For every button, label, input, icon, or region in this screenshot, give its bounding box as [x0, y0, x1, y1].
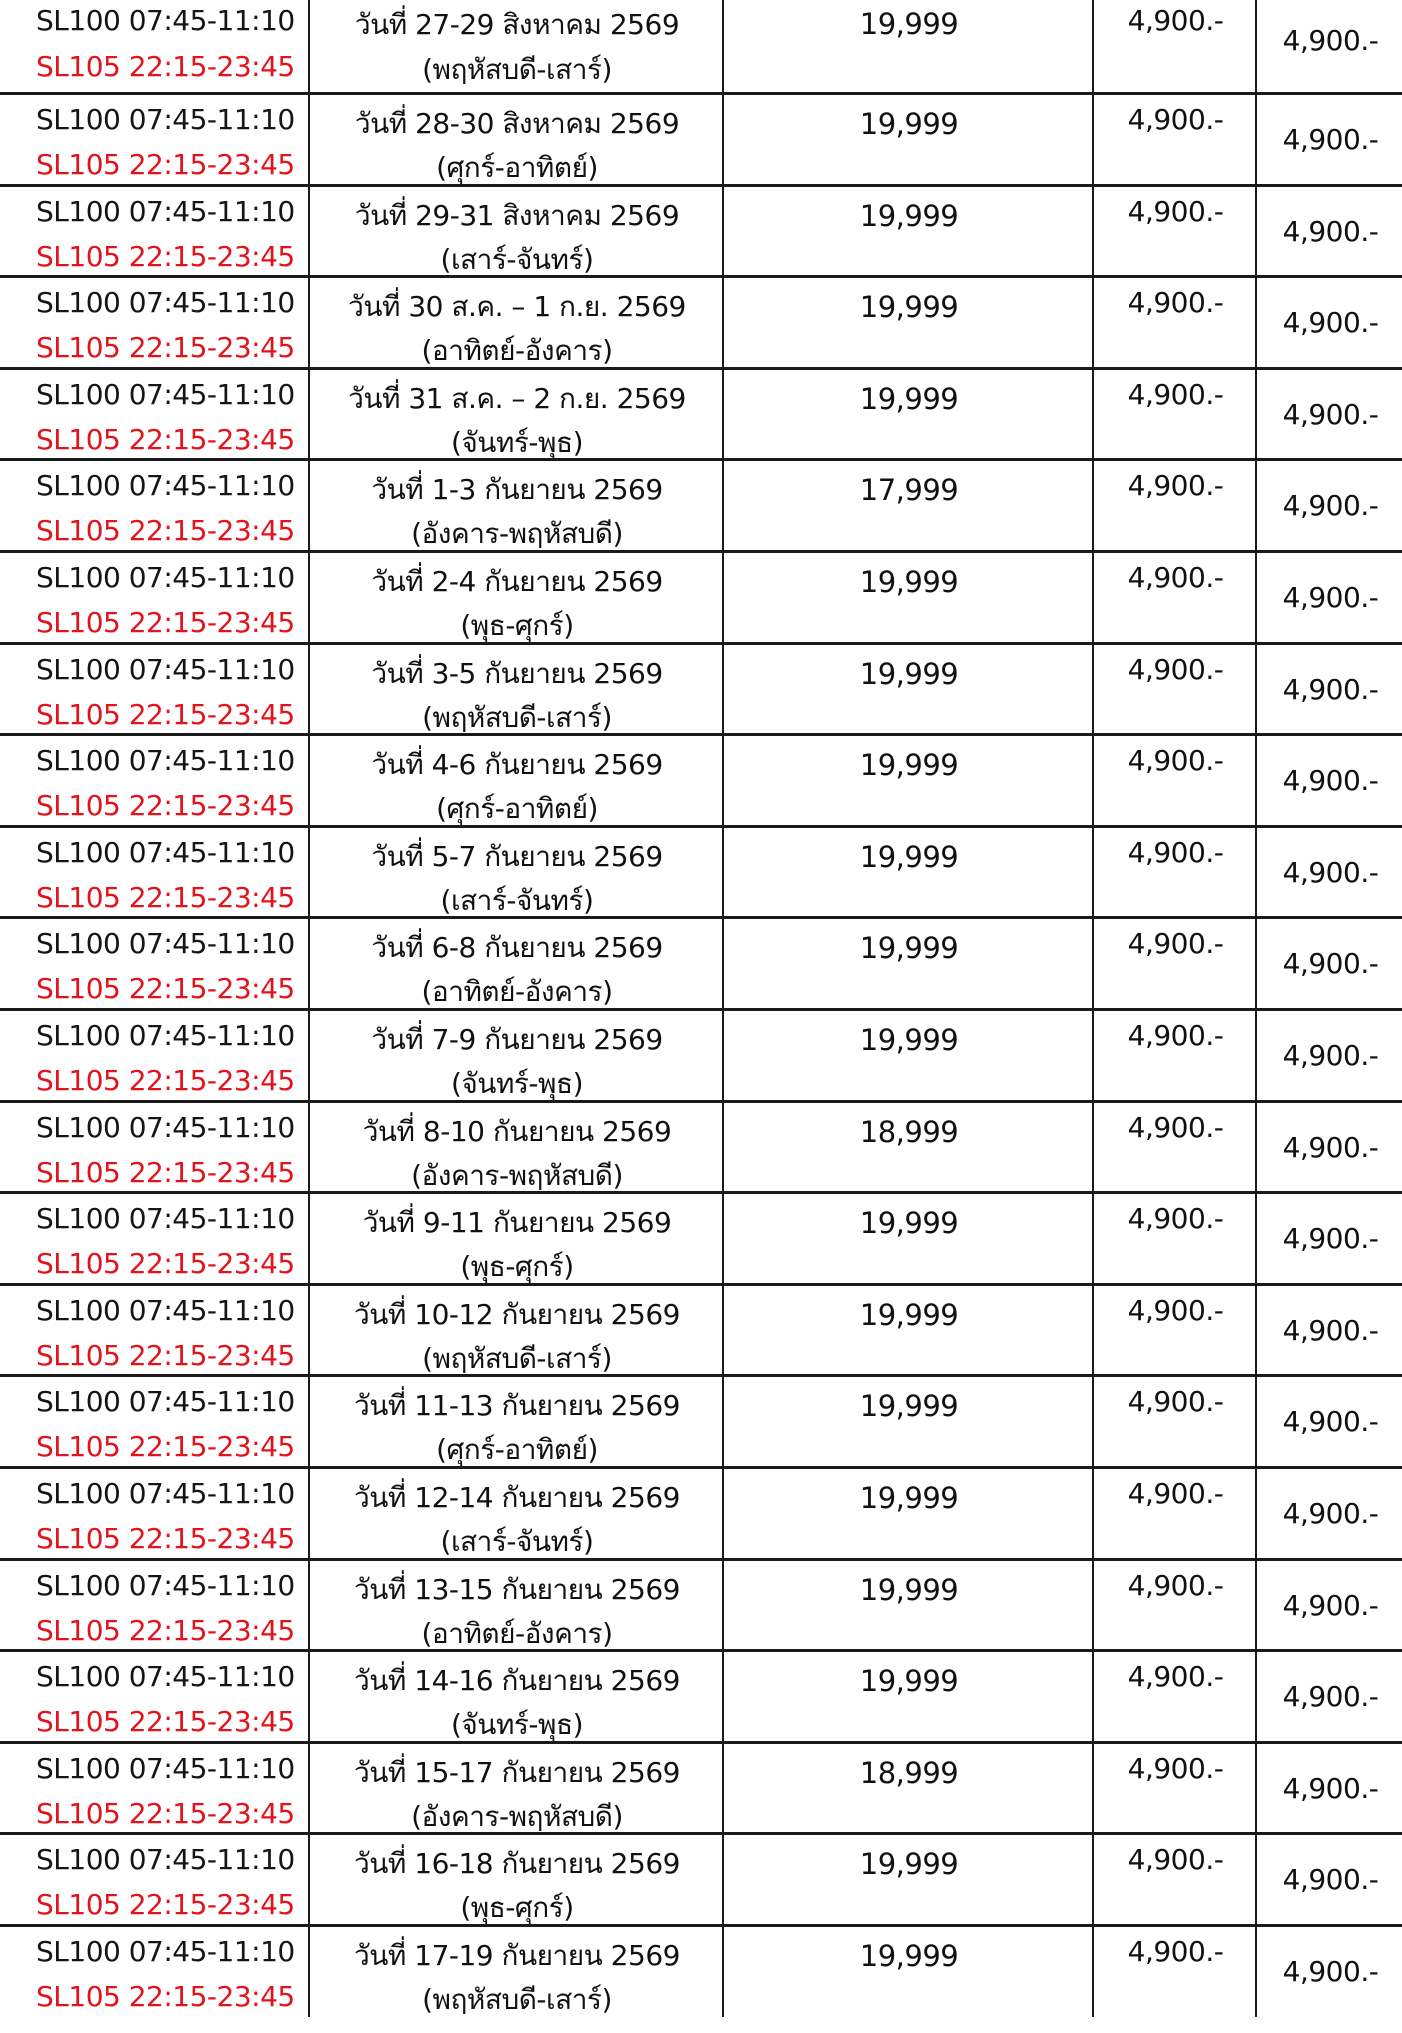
- flight-cell: [0, 95, 307, 184]
- outbound-flight: SL100 07:45-11:10: [36, 744, 295, 778]
- single-supplement-cell: [1092, 645, 1257, 734]
- extra-price: 4,900.-: [1282, 1313, 1379, 1347]
- single-supplement: 4,900.-: [1127, 103, 1224, 136]
- return-flight: SL105 22:15-23:45: [36, 1521, 295, 1555]
- single-supplement-cell: [1092, 1652, 1257, 1741]
- extra-price: 4,900.-: [1282, 397, 1379, 431]
- travel-days: (พฤหัสบดี-เสาร์): [422, 1341, 612, 1375]
- extra-price: 4,900.-: [1282, 1496, 1379, 1530]
- extra-price: 4,900.-: [1282, 489, 1379, 523]
- single-supplement-cell: [1092, 0, 1257, 92]
- single-supplement-cell: [1092, 1286, 1257, 1375]
- adult-price: 19,999: [859, 748, 959, 783]
- extra-price-cell: [1255, 1561, 1402, 1650]
- travel-date: วันที่ 6-8 กันยายน 2569: [371, 931, 663, 965]
- adult-price: 19,999: [859, 1938, 959, 1973]
- flight-cell: [0, 1561, 307, 1650]
- travel-days: (อังคาร-พฤหัสบดี): [411, 517, 623, 551]
- single-supplement: 4,900.-: [1127, 1843, 1224, 1877]
- single-supplement: 4,900.-: [1127, 194, 1224, 228]
- table-row: [0, 1191, 1402, 1283]
- single-supplement: 4,900.-: [1127, 1018, 1224, 1052]
- table-row: [0, 1558, 1402, 1650]
- date-cell: [308, 1652, 724, 1741]
- return-flight: SL105 22:15-23:45: [36, 1430, 295, 1464]
- single-supplement: 4,900.-: [1127, 469, 1224, 503]
- extra-price-cell: [1255, 1652, 1402, 1741]
- return-flight: SL105 22:15-23:45: [36, 697, 295, 731]
- date-cell: [308, 645, 724, 734]
- travel-date: วันที่ 15-17 กันยายน 2569: [354, 1755, 680, 1789]
- table-row: [0, 1741, 1402, 1833]
- return-flight: SL105 22:15-23:45: [36, 1155, 295, 1189]
- extra-price-cell: [1255, 645, 1402, 734]
- adult-price: 19,999: [859, 564, 959, 599]
- price-cell: [722, 278, 1094, 367]
- table-row: [0, 1924, 1402, 2017]
- single-supplement: 4,900.-: [1127, 377, 1224, 411]
- flight-cell: [0, 461, 307, 550]
- price-cell: [722, 1469, 1094, 1558]
- single-supplement-cell: [1092, 187, 1257, 276]
- price-cell: [722, 1194, 1094, 1283]
- return-flight: SL105 22:15-23:45: [36, 514, 295, 548]
- date-cell: [308, 828, 724, 917]
- extra-price-cell: [1255, 1194, 1402, 1283]
- travel-days: (ศุกร์-อาทิตย์): [436, 151, 598, 184]
- table-row: [0, 1100, 1402, 1192]
- travel-date: วันที่ 1-3 กันยายน 2569: [371, 473, 663, 507]
- adult-price: 18,999: [859, 1755, 959, 1790]
- extra-price-cell: [1255, 95, 1402, 184]
- date-cell: [308, 187, 724, 276]
- flight-cell: [0, 553, 307, 642]
- single-supplement: 4,900.-: [1127, 286, 1224, 320]
- travel-date: วันที่ 8-10 กันยายน 2569: [362, 1114, 672, 1148]
- price-cell: [722, 828, 1094, 917]
- price-cell: [722, 1561, 1094, 1650]
- date-cell: [308, 1469, 724, 1558]
- return-flight: SL105 22:15-23:45: [36, 880, 295, 914]
- single-supplement-cell: [1092, 1469, 1257, 1558]
- travel-days: (พฤหัสบดี-เสาร์): [422, 1982, 612, 2016]
- single-supplement: 4,900.-: [1127, 1568, 1224, 1602]
- single-supplement: 4,900.-: [1127, 652, 1224, 686]
- table-row: [0, 275, 1402, 367]
- outbound-flight: SL100 07:45-11:10: [36, 1660, 295, 1694]
- return-flight: SL105 22:15-23:45: [36, 789, 295, 823]
- single-supplement-cell: [1092, 370, 1257, 459]
- flight-cell: [0, 828, 307, 917]
- table-row: [0, 825, 1402, 917]
- travel-date: วันที่ 9-11 กันยายน 2569: [362, 1206, 672, 1240]
- single-supplement: 4,900.-: [1127, 1385, 1224, 1419]
- return-flight: SL105 22:15-23:45: [36, 331, 295, 365]
- travel-date: วันที่ 31 ส.ค. – 2 ก.ย. 2569: [348, 381, 686, 415]
- table-row: [0, 1466, 1402, 1558]
- extra-price: 4,900.-: [1282, 1588, 1379, 1622]
- single-supplement: 4,900.-: [1127, 744, 1224, 778]
- extra-price: 4,900.-: [1282, 947, 1379, 981]
- return-flight: SL105 22:15-23:45: [36, 1705, 295, 1739]
- travel-date: วันที่ 7-9 กันยายน 2569: [371, 1022, 663, 1056]
- extra-price: 4,900.-: [1282, 764, 1379, 798]
- flight-cell: [0, 370, 307, 459]
- single-supplement-cell: [1092, 1194, 1257, 1283]
- single-supplement-cell: [1092, 1103, 1257, 1192]
- extra-price-cell: [1255, 1835, 1402, 1924]
- outbound-flight: SL100 07:45-11:10: [36, 1018, 295, 1052]
- flight-cell: [0, 1835, 307, 1924]
- table-row: [0, 916, 1402, 1008]
- travel-days: (อังคาร-พฤหัสบดี): [411, 1158, 623, 1192]
- return-flight: SL105 22:15-23:45: [36, 50, 295, 83]
- travel-days: (เสาร์-จันทร์): [440, 883, 594, 917]
- table-row: [0, 1283, 1402, 1375]
- outbound-flight: SL100 07:45-11:10: [36, 1202, 295, 1236]
- single-supplement-cell: [1092, 1561, 1257, 1650]
- adult-price: 19,999: [859, 7, 959, 41]
- extra-price: 4,900.-: [1282, 214, 1379, 248]
- price-cell: [722, 919, 1094, 1008]
- extra-price-cell: [1255, 1927, 1402, 2017]
- extra-price: 4,900.-: [1282, 123, 1379, 156]
- extra-price-cell: [1255, 1103, 1402, 1192]
- return-flight: SL105 22:15-23:45: [36, 148, 295, 181]
- return-flight: SL105 22:15-23:45: [36, 1247, 295, 1281]
- outbound-flight: SL100 07:45-11:10: [36, 1751, 295, 1785]
- price-cell: [722, 1103, 1094, 1192]
- date-cell: [308, 1377, 724, 1466]
- price-cell: [722, 736, 1094, 825]
- price-cell: [722, 1744, 1094, 1833]
- extra-price: 4,900.-: [1282, 580, 1379, 614]
- extra-price: 4,900.-: [1282, 1954, 1379, 1988]
- date-cell: [308, 1194, 724, 1283]
- return-flight: SL105 22:15-23:45: [36, 1796, 295, 1830]
- travel-days: (จันทร์-พุธ): [450, 1066, 584, 1100]
- price-cell: [722, 370, 1094, 459]
- flight-cell: [0, 736, 307, 825]
- outbound-flight: SL100 07:45-11:10: [36, 469, 295, 503]
- adult-price: 19,999: [859, 107, 959, 141]
- outbound-flight: SL100 07:45-11:10: [36, 103, 295, 136]
- extra-price: 4,900.-: [1282, 855, 1379, 889]
- travel-days: (ศุกร์-อาทิตย์): [436, 792, 598, 826]
- adult-price: 19,999: [859, 1206, 959, 1241]
- price-cell: [722, 95, 1094, 184]
- table-row: [0, 458, 1402, 550]
- extra-price-cell: [1255, 0, 1402, 92]
- single-supplement: 4,900.-: [1127, 560, 1224, 594]
- flight-cell: [0, 1377, 307, 1466]
- table-row: [0, 0, 1402, 92]
- extra-price-cell: [1255, 278, 1402, 367]
- adult-price: 17,999: [859, 473, 959, 508]
- flight-cell: [0, 278, 307, 367]
- table-row: [0, 1649, 1402, 1741]
- return-flight: SL105 22:15-23:45: [36, 1338, 295, 1372]
- single-supplement: 4,900.-: [1127, 1293, 1224, 1327]
- single-supplement: 4,900.-: [1127, 1660, 1224, 1694]
- travel-date: วันที่ 4-6 กันยายน 2569: [371, 748, 663, 782]
- single-supplement: 4,900.-: [1127, 1751, 1224, 1785]
- flight-cell: [0, 1744, 307, 1833]
- travel-days: (พุธ-ศุกร์): [460, 1891, 574, 1925]
- extra-price: 4,900.-: [1282, 306, 1379, 340]
- single-supplement-cell: [1092, 1927, 1257, 2017]
- travel-date: วันที่ 2-4 กันยายน 2569: [371, 564, 663, 598]
- extra-price-cell: [1255, 736, 1402, 825]
- flight-cell: [0, 187, 307, 276]
- travel-date: วันที่ 5-7 กันยายน 2569: [371, 839, 663, 873]
- date-cell: [308, 370, 724, 459]
- single-supplement-cell: [1092, 1377, 1257, 1466]
- table-row: [0, 642, 1402, 734]
- table-row: [0, 1008, 1402, 1100]
- outbound-flight: SL100 07:45-11:10: [36, 1934, 295, 1968]
- single-supplement: 4,900.-: [1127, 927, 1224, 961]
- flight-cell: [0, 0, 307, 92]
- travel-days: (พฤหัสบดี-เสาร์): [422, 53, 612, 86]
- adult-price: 19,999: [859, 931, 959, 966]
- flight-cell: [0, 1194, 307, 1283]
- return-flight: SL105 22:15-23:45: [36, 1979, 295, 2013]
- date-cell: [308, 1286, 724, 1375]
- single-supplement-cell: [1092, 736, 1257, 825]
- table-row: [0, 184, 1402, 276]
- adult-price: 19,999: [859, 656, 959, 691]
- price-cell: [722, 1927, 1094, 2017]
- return-flight: SL105 22:15-23:45: [36, 972, 295, 1006]
- outbound-flight: SL100 07:45-11:10: [36, 4, 295, 37]
- price-cell: [722, 0, 1094, 92]
- outbound-flight: SL100 07:45-11:10: [36, 1110, 295, 1144]
- flight-cell: [0, 1103, 307, 1192]
- travel-days: (เสาร์-จันทร์): [440, 1524, 594, 1558]
- travel-days: (พุธ-ศุกร์): [460, 608, 574, 642]
- return-flight: SL105 22:15-23:45: [36, 239, 295, 273]
- extra-price: 4,900.-: [1282, 1771, 1379, 1805]
- extra-price: 4,900.-: [1282, 24, 1379, 57]
- travel-date: วันที่ 27-29 สิงหาคม 2569: [354, 8, 680, 41]
- price-cell: [722, 553, 1094, 642]
- flight-cell: [0, 1286, 307, 1375]
- outbound-flight: SL100 07:45-11:10: [36, 835, 295, 869]
- outbound-flight: SL100 07:45-11:10: [36, 1476, 295, 1510]
- adult-price: 19,999: [859, 290, 959, 325]
- date-cell: [308, 1835, 724, 1924]
- return-flight: SL105 22:15-23:45: [36, 422, 295, 456]
- date-cell: [308, 736, 724, 825]
- date-cell: [308, 0, 724, 92]
- travel-days: (จันทร์-พุธ): [450, 1708, 584, 1742]
- extra-price-cell: [1255, 919, 1402, 1008]
- single-supplement: 4,900.-: [1127, 835, 1224, 869]
- table-row: [0, 550, 1402, 642]
- extra-price: 4,900.-: [1282, 1405, 1379, 1439]
- travel-date: วันที่ 3-5 กันยายน 2569: [371, 656, 663, 690]
- travel-date: วันที่ 17-19 กันยายน 2569: [354, 1938, 680, 1972]
- adult-price: 19,999: [859, 198, 959, 233]
- price-cell: [722, 1286, 1094, 1375]
- date-cell: [308, 95, 724, 184]
- date-cell: [308, 278, 724, 367]
- extra-price-cell: [1255, 553, 1402, 642]
- travel-days: (พฤหัสบดี-เสาร์): [422, 700, 612, 734]
- date-cell: [308, 461, 724, 550]
- table-row: [0, 1374, 1402, 1466]
- adult-price: 19,999: [859, 1480, 959, 1515]
- outbound-flight: SL100 07:45-11:10: [36, 927, 295, 961]
- outbound-flight: SL100 07:45-11:10: [36, 377, 295, 411]
- extra-price: 4,900.-: [1282, 1130, 1379, 1164]
- flight-cell: [0, 1469, 307, 1558]
- date-cell: [308, 1744, 724, 1833]
- travel-date: วันที่ 28-30 สิงหาคม 2569: [354, 107, 680, 140]
- extra-price-cell: [1255, 187, 1402, 276]
- table-row: [0, 367, 1402, 459]
- travel-days: (จันทร์-พุธ): [450, 425, 584, 459]
- outbound-flight: SL100 07:45-11:10: [36, 286, 295, 320]
- single-supplement-cell: [1092, 828, 1257, 917]
- single-supplement: 4,900.-: [1127, 1202, 1224, 1236]
- single-supplement: 4,900.-: [1127, 1476, 1224, 1510]
- single-supplement-cell: [1092, 553, 1257, 642]
- flight-cell: [0, 1652, 307, 1741]
- return-flight: SL105 22:15-23:45: [36, 1888, 295, 1922]
- travel-date: วันที่ 13-15 กันยายน 2569: [354, 1572, 680, 1606]
- adult-price: 19,999: [859, 1389, 959, 1424]
- adult-price: 19,999: [859, 1297, 959, 1332]
- price-cell: [722, 645, 1094, 734]
- table-row: [0, 733, 1402, 825]
- single-supplement-cell: [1092, 278, 1257, 367]
- price-cell: [722, 1835, 1094, 1924]
- adult-price: 19,999: [859, 1572, 959, 1607]
- extra-price-cell: [1255, 828, 1402, 917]
- price-cell: [722, 1377, 1094, 1466]
- price-cell: [722, 187, 1094, 276]
- single-supplement: 4,900.-: [1127, 1110, 1224, 1144]
- outbound-flight: SL100 07:45-11:10: [36, 1293, 295, 1327]
- single-supplement: 4,900.-: [1127, 1934, 1224, 1968]
- extra-price-cell: [1255, 1377, 1402, 1466]
- flight-cell: [0, 1011, 307, 1100]
- travel-days: (เสาร์-จันทร์): [440, 242, 594, 276]
- travel-date: วันที่ 12-14 กันยายน 2569: [354, 1480, 680, 1514]
- single-supplement-cell: [1092, 95, 1257, 184]
- extra-price-cell: [1255, 1011, 1402, 1100]
- flight-cell: [0, 1927, 307, 2017]
- adult-price: 19,999: [859, 1664, 959, 1699]
- outbound-flight: SL100 07:45-11:10: [36, 1843, 295, 1877]
- travel-days: (อาทิตย์-อังคาร): [421, 1616, 613, 1650]
- price-cell: [722, 1011, 1094, 1100]
- extra-price: 4,900.-: [1282, 672, 1379, 706]
- extra-price: 4,900.-: [1282, 1222, 1379, 1256]
- adult-price: 19,999: [859, 1022, 959, 1057]
- travel-days: (พุธ-ศุกร์): [460, 1250, 574, 1284]
- travel-date: วันที่ 16-18 กันยายน 2569: [354, 1847, 680, 1881]
- outbound-flight: SL100 07:45-11:10: [36, 560, 295, 594]
- table-row: [0, 92, 1402, 184]
- outbound-flight: SL100 07:45-11:10: [36, 1568, 295, 1602]
- single-supplement-cell: [1092, 919, 1257, 1008]
- extra-price-cell: [1255, 1286, 1402, 1375]
- travel-date: วันที่ 14-16 กันยายน 2569: [354, 1664, 680, 1698]
- flight-cell: [0, 919, 307, 1008]
- extra-price-cell: [1255, 370, 1402, 459]
- travel-date: วันที่ 30 ส.ค. – 1 ก.ย. 2569: [348, 290, 686, 324]
- travel-date: วันที่ 11-13 กันยายน 2569: [354, 1389, 680, 1423]
- return-flight: SL105 22:15-23:45: [36, 605, 295, 639]
- date-cell: [308, 1011, 724, 1100]
- price-cell: [722, 1652, 1094, 1741]
- adult-price: 19,999: [859, 1847, 959, 1882]
- travel-days: (อังคาร-พฤหัสบดี): [411, 1799, 623, 1833]
- travel-days: (ศุกร์-อาทิตย์): [436, 1433, 598, 1467]
- adult-price: 19,999: [859, 839, 959, 874]
- outbound-flight: SL100 07:45-11:10: [36, 652, 295, 686]
- travel-date: วันที่ 10-12 กันยายน 2569: [354, 1297, 680, 1331]
- table-row: [0, 1832, 1402, 1924]
- single-supplement-cell: [1092, 1011, 1257, 1100]
- single-supplement-cell: [1092, 1835, 1257, 1924]
- single-supplement-cell: [1092, 461, 1257, 550]
- outbound-flight: SL100 07:45-11:10: [36, 1385, 295, 1419]
- extra-price: 4,900.-: [1282, 1863, 1379, 1897]
- date-cell: [308, 553, 724, 642]
- travel-days: (อาทิตย์-อังคาร): [421, 334, 613, 368]
- date-cell: [308, 1927, 724, 2017]
- single-supplement: 4,900.-: [1127, 4, 1224, 37]
- travel-days: (อาทิตย์-อังคาร): [421, 975, 613, 1009]
- flight-cell: [0, 645, 307, 734]
- date-cell: [308, 1103, 724, 1192]
- extra-price: 4,900.-: [1282, 1038, 1379, 1072]
- extra-price-cell: [1255, 461, 1402, 550]
- return-flight: SL105 22:15-23:45: [36, 1613, 295, 1647]
- travel-date: วันที่ 29-31 สิงหาคม 2569: [354, 198, 680, 232]
- extra-price: 4,900.-: [1282, 1680, 1379, 1714]
- outbound-flight: SL100 07:45-11:10: [36, 194, 295, 228]
- date-cell: [308, 1561, 724, 1650]
- price-cell: [722, 461, 1094, 550]
- single-supplement-cell: [1092, 1744, 1257, 1833]
- date-cell: [308, 919, 724, 1008]
- adult-price: 18,999: [859, 1114, 959, 1149]
- adult-price: 19,999: [859, 381, 959, 416]
- extra-price-cell: [1255, 1469, 1402, 1558]
- return-flight: SL105 22:15-23:45: [36, 1063, 295, 1097]
- extra-price-cell: [1255, 1744, 1402, 1833]
